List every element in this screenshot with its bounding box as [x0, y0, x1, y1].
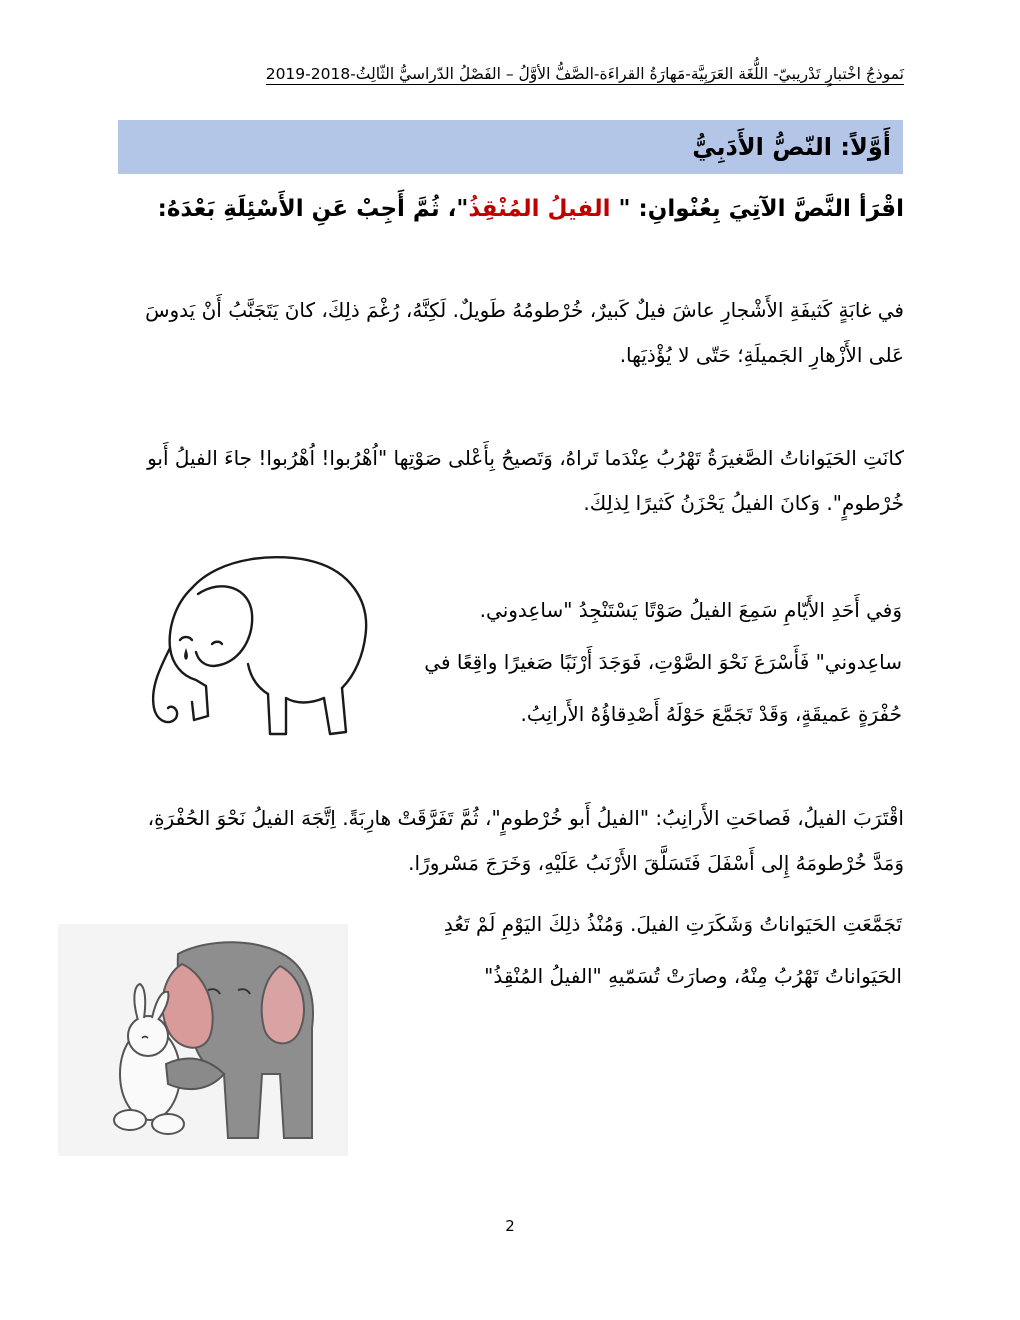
story-paragraph-2: كانَتِ الحَيَواناتُ الصَّغيرَةُ تَهْرُبُ عِنْدَما تَراهُ، وَتَصيحُ بِأَعْلى صَوْتِها "اُهْرُبوا! اُهْرُبوا! جاءَ الفيلُ أَبو خُرْطومٍ". وَكانَ الفيلُ يَحْزَنُ كَثيرًا لِذلِكَ.	[147, 446, 904, 515]
story-title: الفيلُ المُنْقِذُ	[468, 196, 619, 222]
instruction-after: "، ثُمَّ أَجِبْ عَنِ الأَسْئِلَةِ بَعْدَهُ:	[157, 196, 469, 222]
page-header	[150, 62, 904, 86]
story-paragraph-3: وَفي أَحَدِ الأَيّامِ سَمِعَ الفيلُ صَوْتًا يَسْتَنْجِدُ "ساعِدوني. ساعِدوني" فَأَسْرَعَ نَحْوَ الصَّوْتِ، فَوَجَدَ أَرْنَبًا صَغيرًا واقِعًا في حُفْرَةٍ عَميقَةٍ، وَقَدْ تَجَمَّعَ حَوْلَهُ أَصْدِقاؤُهُ الأَرانِبُ.	[424, 598, 902, 726]
story-paragraph-1: في غابَةٍ كَثيفَةِ الأَشْجارِ عاشَ فيلٌ كَبيرٌ، خُرْطومُهُ طَويلٌ. لَكِنَّهُ، رُغْمَ ذلِكَ، كانَ يَتَجَنَّبُ أَنْ يَدوسَ عَلى الأَزْهارِ الجَميلَةِ؛ حَتّى لا يُؤْذيَها.	[145, 298, 904, 367]
sad-elephant-illustration	[110, 548, 380, 748]
section-heading-bar	[118, 120, 903, 174]
story-paragraph-4: اقْتَرَبَ الفيلُ، فَصاحَتِ الأَرانِبُ: "الفيلُ أَبو خُرْطومٍ"، ثُمَّ تَفَرَّقَتْ هارِبَةً. اِتَّجَهَ الفيلُ نَحْوَ الحُفْرَةِ، وَمَدَّ خُرْطومَهُ إِلى أَسْفَلَ فَتَسَلَّقَ الأَرْنَبُ عَلَيْهِ، وَخَرَجَ مَسْرورًا.	[147, 806, 904, 875]
page-number: 2	[505, 1217, 515, 1235]
story-paragraph-5: تَجَمَّعَتِ الحَيَواناتُ وَشَكَرَتِ الفيلَ. وَمُنْذُ ذلِكَ اليَوْمِ لَمْ تَعُدِ الحَيَواناتُ تَهْرُبُ مِنْهُ، وصارَتْ تُسَمّيهِ "الفيلُ المُنْقِذُ"	[443, 912, 902, 988]
section-title: أَوَّلاً: النّصُّ الأَدَبِيُّ	[692, 133, 891, 161]
instruction-before: اقْرَأ النَّصَّ الآتِيَ بِعُنْوانِ: "	[618, 196, 904, 222]
header-title: نَموذجُ اخْتبارٍ تَدْريبيّ- اللُّغَة العَرَبِيَّة-مَهارَةُ القراءَة-الصَّفُّ الأوَّلُ – الفَصْلُ الدّراسيُّ الثّالِثُ-2018-2019	[265, 65, 904, 83]
reading-instruction	[114, 192, 904, 226]
elephant-hugging-rabbit-illustration	[58, 924, 348, 1156]
